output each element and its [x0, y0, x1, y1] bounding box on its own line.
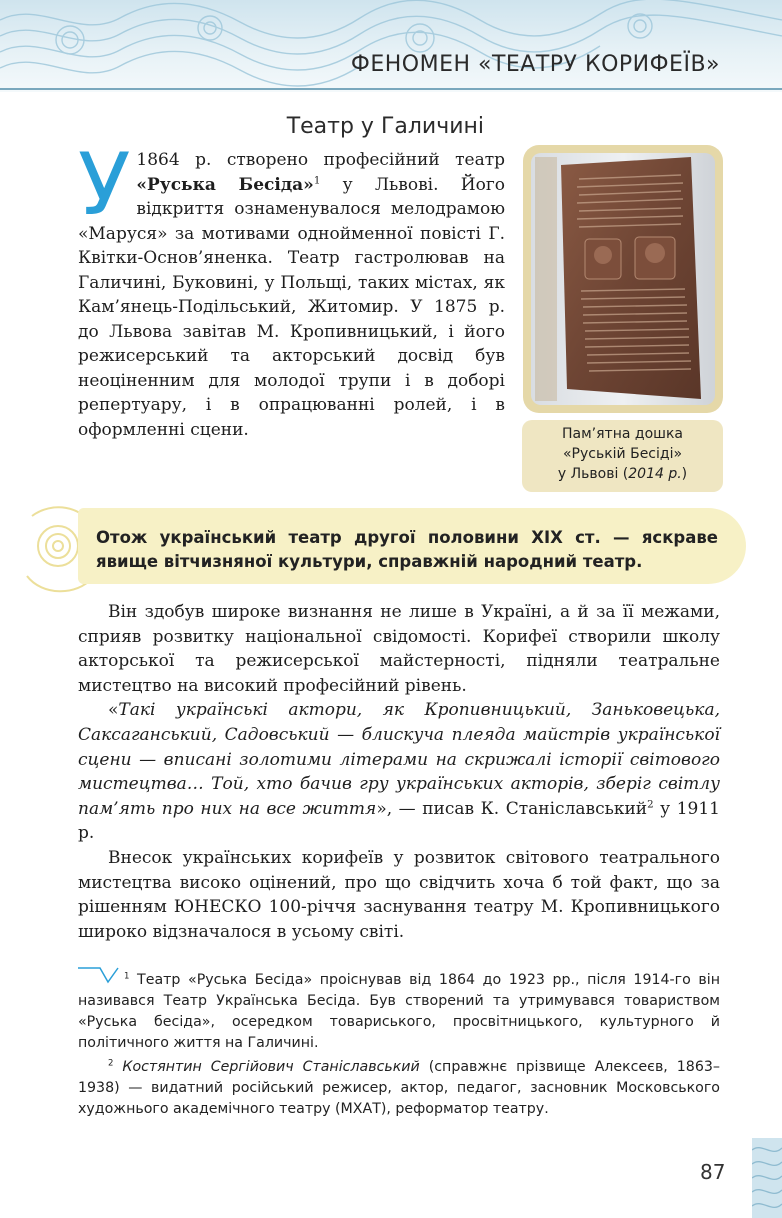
footnote-ref-2: 2 [647, 799, 654, 811]
main-body-text [78, 600, 720, 944]
body-paragraph-1: Він здобув широке визнання не лише в Україні, а й за її межами, сприяв розвитку національної свідомості. Корифеї створили школу акторської та режисерської майстерності, підняли театральне мистецтво на високий професійний рівень. [78, 602, 720, 696]
drop-cap: У [78, 135, 131, 235]
highlight-text: Отож український театр другої половини XIX ст. — яскраве явище вітчизняної культури, справжній народний театр. [96, 528, 718, 571]
footnotes [78, 970, 720, 1120]
footnote-1: $^1$ Театр «Руська Бесіда» проіснував від 1864 до 1923 рр., після 1914-го він називався Театр Українська Бесіда. Був створений та утримувався товариством «Руська бесіда», осередком товариського, просвітницького, культурного й політичного життя на Галичині. [78, 971, 720, 1051]
photo-caption: Пам’ятна дошка «Руській Бесіді» у Львові (2014 р.) [522, 420, 723, 492]
chapter-header-title: ФЕНОМЕН «ТЕАТРУ КОРИФЕЇВ» [350, 52, 720, 77]
section-title: Театр у Галичині [286, 114, 484, 139]
body-paragraph-quote: «Такі українські актори, як Кропивницький, Заньковецька, Саксаганський, Садовський — блискуча плеяда майстрів української сцени — вписані золотими літерами на скрижалі історії світового мистецтва… Той, хто бачив гру українських акторів, зберіг світлу пам’ять про них на все життя», — писав К. Станіславський$^2$ у 1911 р. [78, 700, 720, 844]
stanislavsky-quote: Такі українські актори, як Кропивницький, Заньковецька, Саксаганський, Садовський — блискуча плеяда майстрів української сцени — вписані золотими літерами на скрижалі історії світового мистецтва… Той, хто бачив гру українських акторів, зберіг світлу пам’ять про них на все життя [78, 700, 720, 819]
page-number: 87 [700, 1160, 726, 1184]
header-divider [0, 88, 782, 90]
plaque-image [531, 153, 715, 405]
memorial-plaque-photo [523, 145, 723, 413]
corner-wave-decoration [752, 1138, 782, 1218]
wave-pattern-decoration [0, 0, 782, 92]
intro-paragraph: У 1864 р. створено професійний театр «Руська Бесіда»$^1$ у Львові. Його відкриття ознаменувалося мелодрамою «Маруся» за мотивами однойменної повісті Г. Квітки-Основ’яненка. Театр гастролював на Галичині, Буковині, у Польщі, таких містах, як Кам’янець-Подільський, Житомир. У 1875 р. до Львова завітав М. Кропивницький, і його режисерський та акторський досвід був неоціненним для молодої трупи і в доборі репертуару, і в опрацюванні ролей, і в оформленні сцени. [78, 135, 506, 440]
footnote-2: $^2$ Костянтин Сергійович Станіславський (справжнє прізвище Алексеєв, 1863–1938) — видатний російський режисер, актор, педагог, засновник Московського художнього академічного театру (МХАТ), реформатор театру. [78, 1058, 720, 1117]
header-decoration [0, 0, 782, 92]
footnote-ref-1: 1 [313, 174, 321, 186]
body-paragraph-3: Внесок українських корифеїв у розвиток світового театрального мистецтва високо оцінений, про що свідчить хоча б той факт, що за рішенням ЮНЕСКО 100-річчя заснування театру М. Кропивницького широко відзначалося в усьому світі. [78, 847, 720, 942]
theater-name: «Руська Бесіда» [136, 174, 314, 195]
